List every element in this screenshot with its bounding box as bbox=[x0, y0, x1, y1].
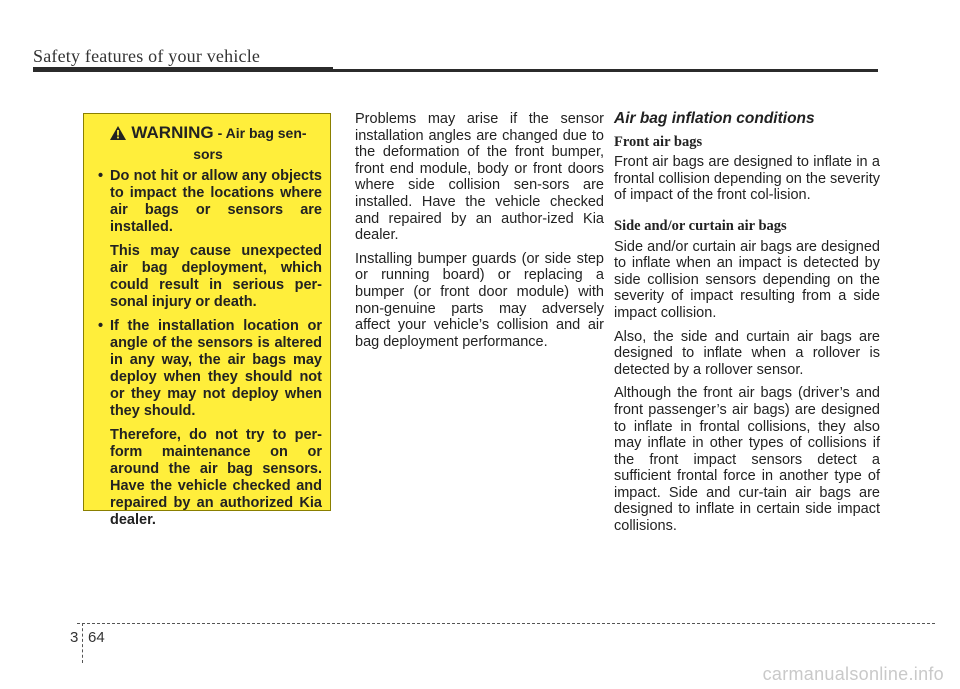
footer-divider bbox=[77, 623, 935, 624]
warning-subtitle-cont: sors bbox=[193, 146, 223, 162]
paragraph: Side and/or curtain air bags are designed to inflate when an impact is detected by side collision sensors depending on the severity of impact resulting from a side impact collision. bbox=[614, 238, 880, 321]
warning-item-text: If the installation location or angle of the sensors is altered in any way, the air bags may deploy when they should not or they may not deploy when they should. bbox=[110, 318, 322, 419]
warning-item-text: Do not hit or allow any objects to impact the locations where air bags or sensors are installed. bbox=[110, 168, 322, 235]
warning-heading bbox=[94, 124, 322, 162]
warning-item bbox=[94, 168, 322, 311]
bullet: • bbox=[98, 168, 104, 184]
middle-column bbox=[355, 111, 604, 357]
page-header-title: Safety features of your vehicle bbox=[33, 46, 261, 66]
paragraph: Problems may arise if the sensor installation angles are changed due to the deformation of the front bumper, front end module, body or front doors where side collision sen-sors are installed. Have the vehicle checked and repaired by an author-ized Kia dealer. bbox=[355, 111, 604, 244]
footer-vertical-divider bbox=[82, 623, 83, 663]
section-title: Air bag inflation conditions bbox=[614, 110, 815, 127]
bullet: • bbox=[98, 318, 104, 334]
subheading-front-air-bags: Front air bags bbox=[614, 133, 703, 150]
paragraph: Also, the side and curtain air bags are designed to inflate when a rollover is detected by a rollover sensor. bbox=[614, 328, 880, 378]
warning-word: WARNING bbox=[131, 123, 214, 142]
warning-item-detail: Therefore, do not try to per-form maintenance on or around the air bag sensors. Have the vehicle checked and repaired by an authorized Kia dealer. bbox=[110, 427, 322, 528]
header-rule-accent bbox=[33, 67, 333, 72]
paragraph: Although the front air bags (driver’s and front passenger’s air bags) are designed to inflate in frontal collisions, they also may inflate in other types of collisions if the front impact sensors detect a sufficient frontal force in another type of impact. Side and cur-tain air bags are designed to inflate in certain side impact collisions. bbox=[614, 385, 880, 535]
warning-box bbox=[83, 113, 331, 528]
warning-subtitle: - Air bag sen- bbox=[217, 125, 307, 141]
subheading-side-curtain-air-bags: Side and/or curtain air bags bbox=[614, 217, 787, 234]
watermark: carmanualsonline.info bbox=[762, 664, 944, 684]
right-column bbox=[614, 111, 880, 542]
warning-item-detail: This may cause unexpected air bag deployment, which could result in serious per-sonal injury or death. bbox=[110, 243, 322, 310]
paragraph: Installing bumper guards (or side step or running board) or replacing a bumper (or front door module) with non-genuine parts may adversely affect your vehicle’s collision and air bag deployment performance. bbox=[355, 250, 604, 350]
warning-item bbox=[94, 318, 322, 529]
page-number: 64 bbox=[88, 629, 105, 646]
paragraph: Front air bags are designed to inflate in a frontal collision depending on the severity of impact of the front col-lision. bbox=[614, 154, 880, 204]
warning-triangle-icon bbox=[109, 125, 127, 146]
chapter-number: 3 bbox=[70, 629, 79, 646]
